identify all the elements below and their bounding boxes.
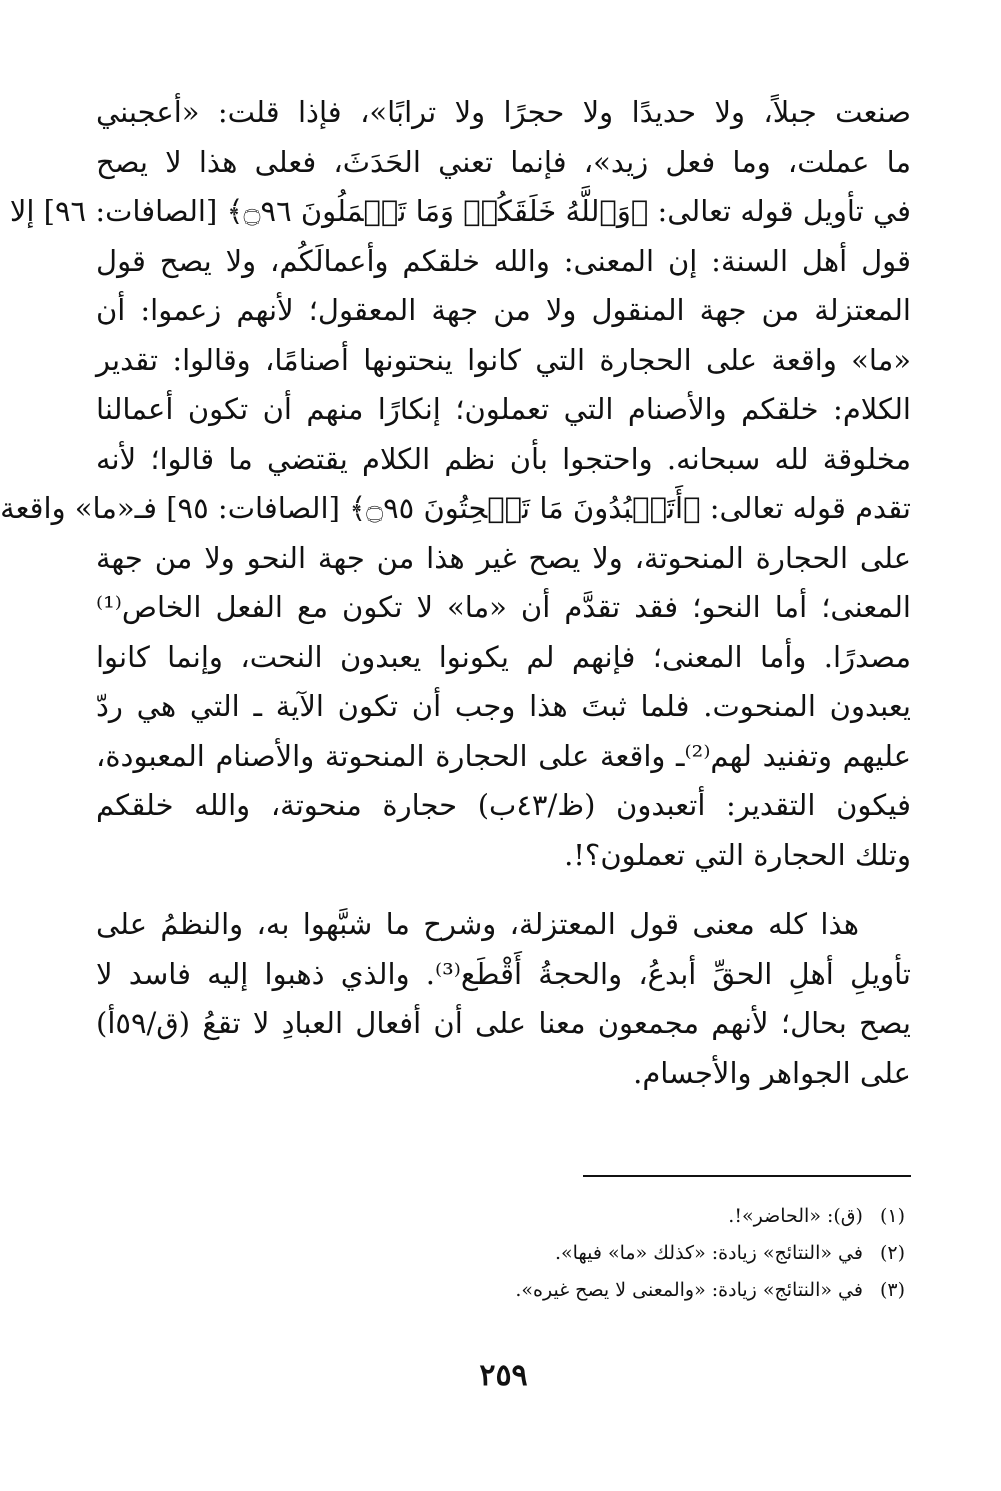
text-line: قول أهل السنة: إن المعنى: والله خلقكم وأعمالَكُم، ولا يصح قول	[96, 243, 911, 278]
text-line: مخلوقة لله سبحانه. واحتجوا بأن نظم الكلام يقتضي ما قالوا؛ لأنه	[96, 441, 911, 476]
footnote-number: (٢)	[879, 1242, 905, 1264]
text-line: هذا كله معنى قول المعتزلة، وشرح ما شبَّهوا به، والنظمُ على	[96, 907, 859, 941]
text-line: المعنى؛ أما النحو؛ فقد تقدَّم أن «ما» لا تكون مع الفعل الخاص⁽¹⁾	[96, 590, 911, 624]
footnote-number: (١)	[879, 1205, 905, 1227]
text-line: ما عملت، وما فعل زيد»، فإنما تعني الحَدَثَ، فعلى هذا لا يصح	[96, 144, 911, 179]
text-line: «ما» واقعة على الحجارة التي كانوا ينحتونها أصنامًا، وقالوا: تقدير	[96, 342, 911, 377]
paragraph-second	[96, 900, 911, 1098]
footnote-text: في «النتائج» زيادة: «كذلك «ما» فيها».	[554, 1242, 863, 1264]
footnote-text: (ق): «الحاضر»!.	[728, 1205, 863, 1227]
footnote-text: في «النتائج» زيادة: «والمعنى لا يصح غيره».	[515, 1279, 863, 1301]
footnote	[105, 1198, 905, 1235]
paragraph-main	[0, 88, 911, 880]
text-line: في تأويل قوله تعالى: ﴿وَٱللَّهُ خَلَقَكُمۡ وَمَا تَعۡمَلُونَ ۝٩٦﴾ [الصافات: ٩٦] إلا	[9, 194, 911, 228]
footnote-number: (٣)	[879, 1279, 905, 1301]
footnote-separator	[583, 1175, 911, 1177]
text-line: الكلام: خلقكم والأصنام التي تعملون؛ إنكارًا منهم أن تكون أعمالنا	[96, 392, 911, 426]
text-line: عليهم وتفنيد لهم⁽²⁾ـ واقعة على الحجارة المنحوتة والأصنام المعبودة،	[96, 738, 911, 773]
text-line: تأويلِ أهلِ الحقِّ أبدعُ، والحجةُ أَقْطَع⁽³⁾. والذي ذهبوا إليه فاسد لا	[96, 956, 911, 991]
text-line: صنعت جبلاً، ولا حديدًا ولا حجرًا ولا ترابًا»، فإذا قلت: «أعجبني	[96, 95, 911, 129]
text-line: فيكون التقدير: أتعبدون (ظ/٤٣ب) حجارة منحوتة، والله خلقكم	[96, 788, 911, 822]
text-line: يعبدون المنحوت. فلما ثبتَ هذا وجب أن تكون الآية ـ التي هي ردّ	[96, 689, 911, 723]
text-line: مصدرًا. وأما المعنى؛ فإنهم لم يكونوا يعبدون النحت، وإنما كانوا	[96, 639, 911, 674]
page-number: ٢٥٩	[479, 1358, 528, 1393]
book-page	[0, 88, 911, 1408]
footnote	[105, 1235, 905, 1272]
text-line: على الحجارة المنحوتة، ولا يصح غير هذا من جهة النحو ولا من جهة	[96, 540, 911, 575]
text-line: يصح بحال؛ لأنهم مجمعون معنا على أن أفعال العبادِ لا تقعُ (ق/٥٩أ)	[96, 1006, 911, 1040]
text-line: المعتزلة من جهة المنقول ولا من جهة المعقول؛ لأنهم زعموا: أن	[96, 293, 911, 327]
text-line: وتلك الحجارة التي تعملون؟!.	[564, 837, 911, 872]
footnotes	[105, 1198, 905, 1309]
text-line: على الجواهر والأجسام.	[633, 1055, 911, 1090]
text-line: تقدم قوله تعالى: ﴿أَتَعۡبُدُونَ مَا تَنۡحِتُونَ ۝٩٥﴾ [الصافات: ٩٥] فـ«ما» واقعة	[0, 491, 911, 525]
footnote	[105, 1272, 905, 1309]
